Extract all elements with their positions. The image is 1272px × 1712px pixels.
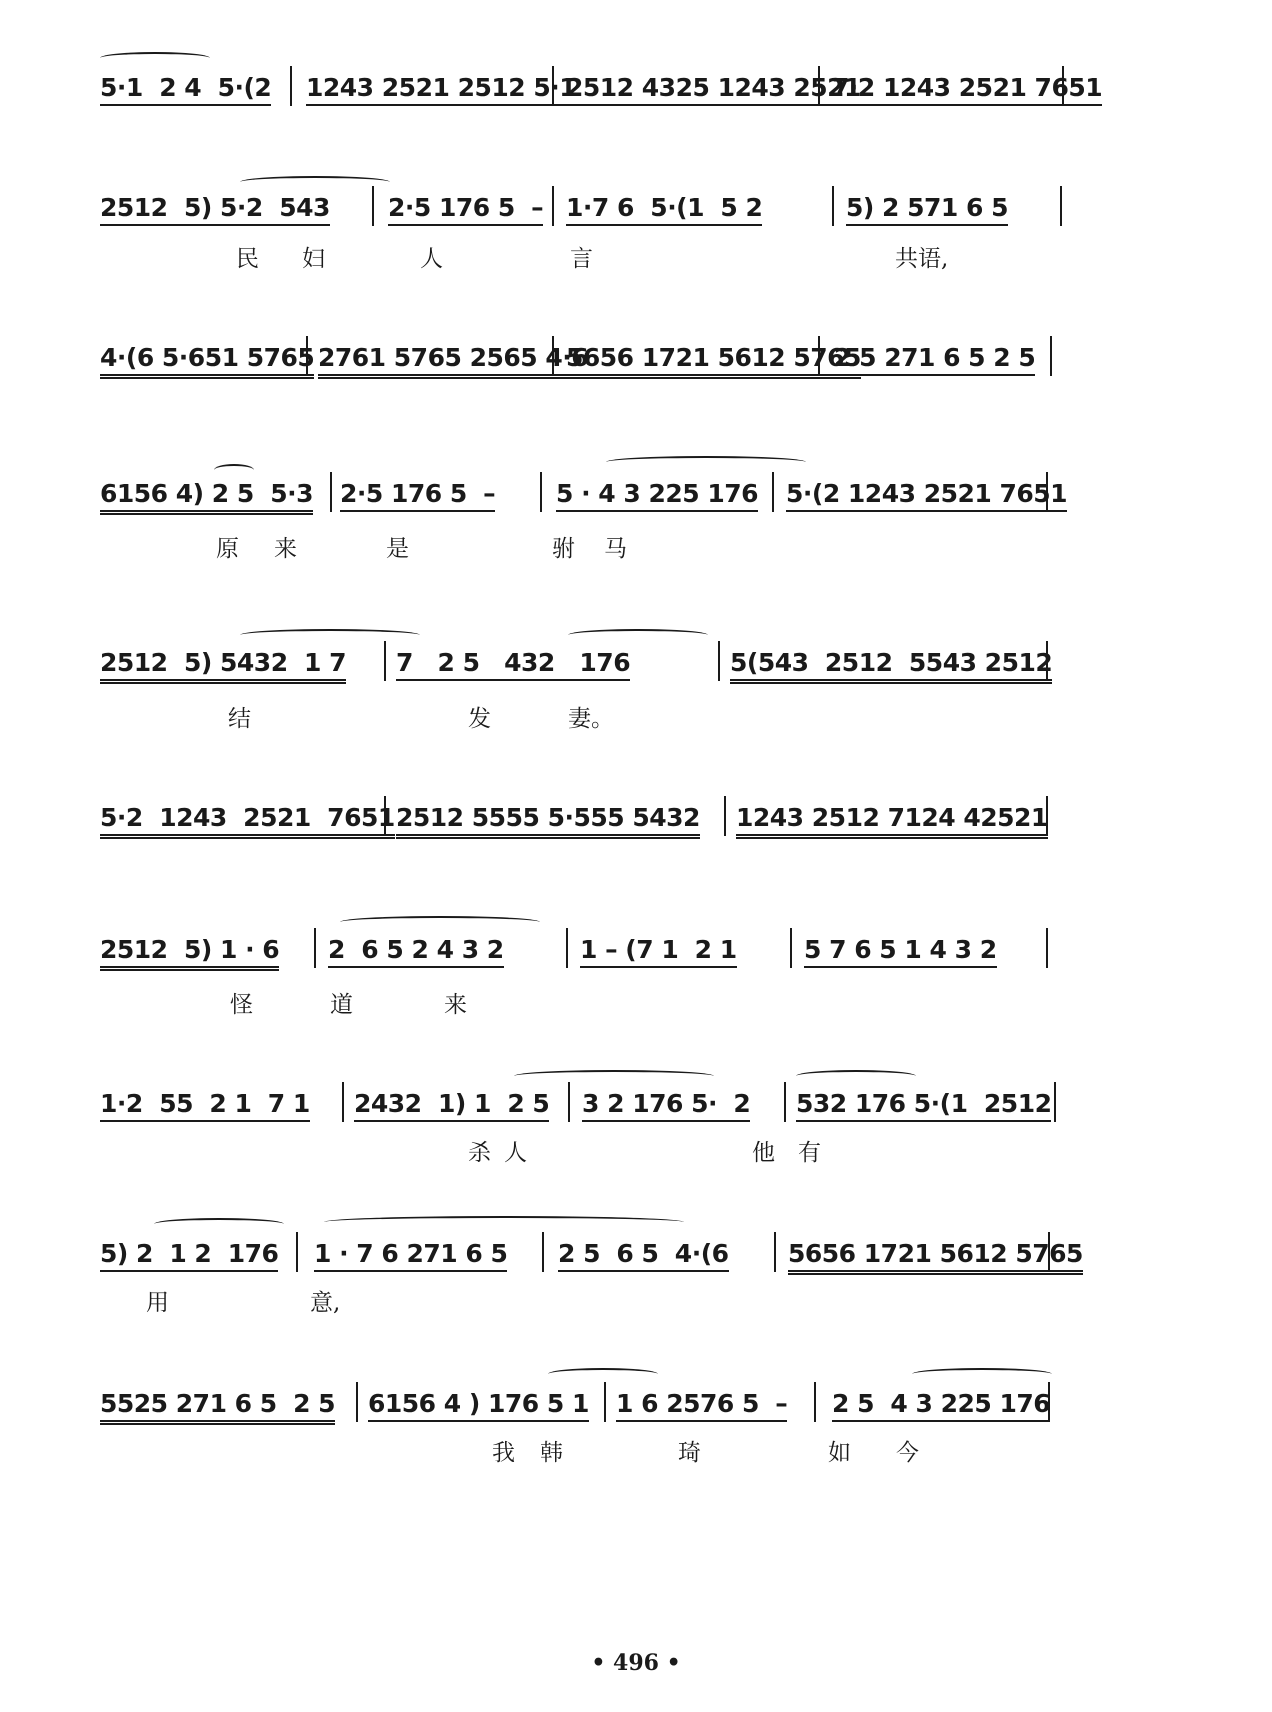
barline [566,928,568,968]
measure-segment: 1·2 55 2 1 7 1 [100,1090,310,1122]
barline [552,186,554,226]
lyric-word: 马 [604,536,627,562]
measure-segment: 4·(6 5·651 5765 [100,344,314,379]
lyric-word: 怪 [230,992,253,1018]
measure-segment: 5525 271 6 5 2 5 [100,1390,335,1425]
measure-segment: 2 5 4 3 225 176 [832,1390,1050,1422]
slur [154,1218,284,1230]
slur [100,52,210,64]
lyric-word: 我 [492,1440,515,1466]
barline [1046,928,1048,968]
measure-segment: 6156 4) 2 5 5·3 [100,480,313,515]
barline [724,796,726,836]
measure-segment: 2512 5) 1 · 6 [100,936,279,971]
barline [290,66,292,106]
lyrics-line-4 [100,530,1160,560]
slur [340,916,540,928]
lyric-word: 妻。 [568,706,614,732]
measure-segment: 2 5 271 6 5 2 5 [834,344,1035,376]
measure-segment: 2512 5) 5·2 543 [100,194,330,226]
lyric-word: 来 [274,536,297,562]
slur [568,629,708,641]
barline [818,66,820,106]
lyrics-line-8 [100,1134,1160,1164]
score-line-10 [100,1376,1160,1436]
score-line-5 [100,635,1160,695]
measure-segment: 5·1 2 4 5·(2 [100,74,271,106]
barline [1046,796,1048,836]
lyric-word: 民 [236,246,259,272]
score-line-6 [100,790,1160,850]
measure-segment: 2·5 176 5 – [388,194,543,226]
lyric-word: 如 [828,1440,851,1466]
measure-segment: 1243 2512 7124 42521 [736,804,1048,839]
lyric-word: 用 [146,1290,169,1316]
measure-segment: 5) 2 571 6 5 [846,194,1008,226]
lyric-word: 原 [216,536,239,562]
slur [240,629,420,641]
barline [790,928,792,968]
barline [552,336,554,376]
lyric-word: 人 [504,1140,527,1166]
barline [818,336,820,376]
score-line-3 [100,330,1160,390]
barline [1060,186,1062,226]
lyric-word: 共语, [895,246,949,272]
barline [384,796,386,836]
barline [774,1232,776,1272]
lyric-word: 杀 [468,1140,491,1166]
lyric-word: 来 [444,992,467,1018]
barline [568,1082,570,1122]
barline [342,1082,344,1122]
score-line-1 [100,60,1160,120]
measure-segment: 1·7 6 5·(1 5 2 [566,194,762,226]
barline [604,1382,606,1422]
slur [214,464,254,476]
lyric-word: 意, [310,1290,341,1316]
lyric-word: 琦 [678,1440,701,1466]
barline [814,1382,816,1422]
score-line-8 [100,1076,1160,1136]
measure-segment: 2761 5765 2565 4·6 [318,344,588,379]
lyric-word: 结 [228,706,251,732]
barline [1048,1232,1050,1272]
score-line-9 [100,1226,1160,1286]
barline [540,472,542,512]
measure-segment: 5656 1721 5612 5765 [788,1240,1083,1275]
lyrics-line-5 [100,700,1160,730]
measure-segment: 5 · 4 3 225 176 [556,480,758,512]
score-line-7 [100,922,1160,982]
measure-segment: 6156 4 ) 176 5 1 [368,1390,589,1422]
measure-segment: 2 5 6 5 4·(6 [558,1240,729,1272]
slur [240,176,390,188]
slur [324,1216,684,1228]
measure-segment: 1 – (7 1 2 1 [580,936,737,968]
barline [1048,1382,1050,1422]
slur [606,456,806,468]
lyric-word: 今 [896,1440,919,1466]
score-line-4 [100,466,1160,526]
barline [832,186,834,226]
barline [296,1232,298,1272]
lyrics-line-2 [100,240,1160,270]
page-number: • 496 • [591,1650,681,1676]
slur [514,1070,714,1082]
barline [1046,641,1048,681]
measure-segment: 2·5 176 5 – [340,480,495,512]
barline [356,1382,358,1422]
measure-segment: 5 7 6 5 1 4 3 2 [804,936,997,968]
measure-segment: 2512 5555 5·555 5432 [396,804,700,839]
slur [796,1070,916,1082]
measure-segment: 2432 1) 1 2 5 [354,1090,549,1122]
measure-segment: 5·(2 1243 2521 7651 [786,480,1067,512]
barline [772,472,774,512]
barline [1050,336,1052,376]
measure-segment: 532 176 5·(1 2512 [796,1090,1051,1122]
barline [718,641,720,681]
measure-segment: 7·2 1243 2521 7651 [832,74,1102,106]
barline [1046,472,1048,512]
measure-segment: 5656 1721 5612 5765 [566,344,861,379]
measure-segment: 5(543 2512 5543 2512 [730,649,1052,684]
barline [306,336,308,376]
barline [372,186,374,226]
barline [330,472,332,512]
measure-segment: 2512 4325 1243 2521 [566,74,861,106]
measure-segment: 5·2 1243 2521 7651 [100,804,395,839]
lyric-word: 人 [420,246,443,272]
lyric-word: 有 [798,1140,821,1166]
barline [1054,1082,1056,1122]
measure-segment: 1243 2521 2512 5·1 [306,74,576,106]
lyrics-line-7 [100,986,1160,1016]
barline [1062,66,1064,106]
lyrics-line-9 [100,1284,1160,1314]
lyric-word: 妇 [302,246,325,272]
measure-segment: 1 · 7 6 271 6 5 [314,1240,507,1272]
barline [542,1232,544,1272]
measure-segment: 2512 5) 5432 1 7 [100,649,346,684]
lyrics-line-10 [100,1434,1160,1464]
measure-segment: 5) 2 1 2 176 [100,1240,278,1272]
measure-segment: 1 6 2576 5 – [616,1390,787,1422]
lyric-word: 韩 [540,1440,563,1466]
barline [314,928,316,968]
lyric-word: 道 [330,992,353,1018]
lyric-word: 他 [752,1140,775,1166]
lyric-word: 言 [570,246,593,272]
barline [552,66,554,106]
measure-segment: 2 6 5 2 4 3 2 [328,936,504,968]
lyric-word: 驸 [552,536,575,562]
measure-segment: 7 2 5 432 176 [396,649,630,681]
lyric-word: 是 [386,536,409,562]
barline [784,1082,786,1122]
slur [912,1368,1052,1380]
measure-segment: 3 2 176 5· 2 [582,1090,750,1122]
barline [384,641,386,681]
lyric-word: 发 [468,706,491,732]
slur [548,1368,658,1380]
score-line-2 [100,180,1160,240]
